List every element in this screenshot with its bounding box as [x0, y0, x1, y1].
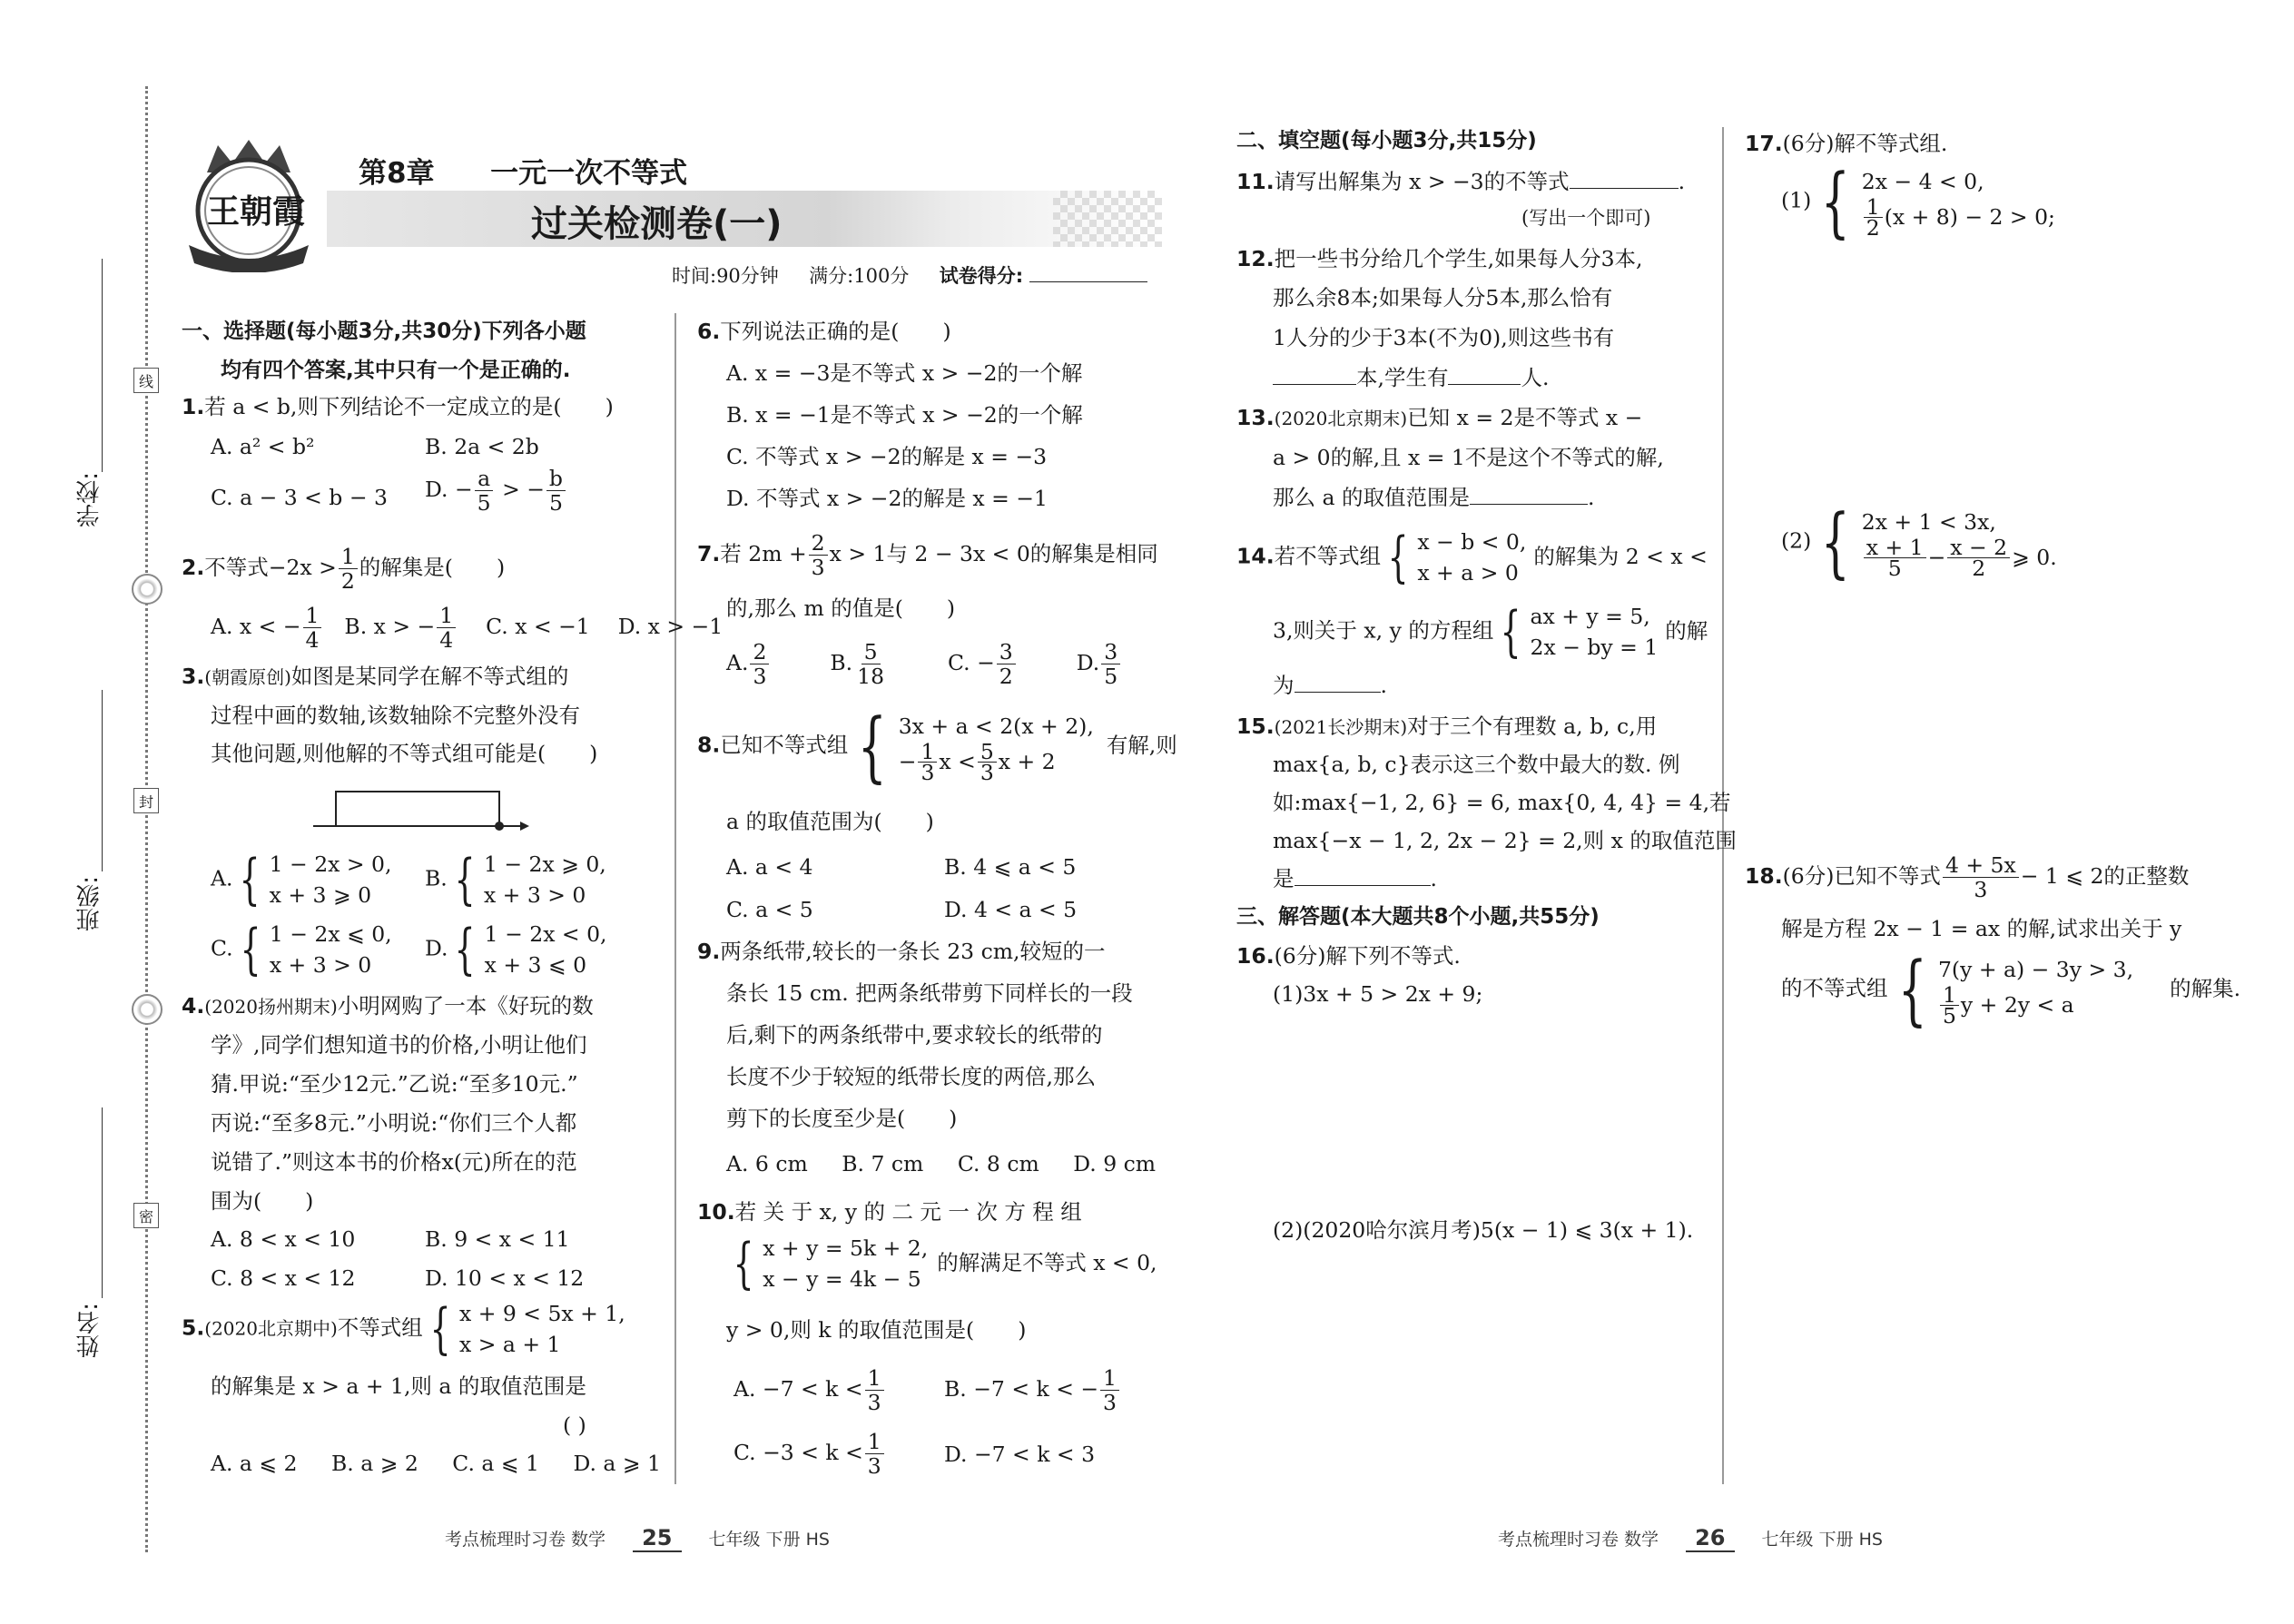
q2-option-b[interactable]: B. x > − $\frac{1}{4}$: [344, 614, 458, 639]
q5-option-a[interactable]: A. a ⩽ 2: [211, 1451, 298, 1476]
q17-answer-space-2[interactable]: [1781, 617, 2235, 835]
score-label: 试卷得分:: [939, 265, 1024, 287]
q7-option-c[interactable]: C. − $\frac{3}{2}$: [948, 650, 1018, 675]
q5-options: [211, 1445, 661, 1481]
q12-blank-books[interactable]: [1273, 363, 1356, 386]
q14-line3: 为 .: [1273, 667, 1387, 704]
q11-blank[interactable]: [1570, 167, 1679, 190]
footer-right-text: 考点梳理时习卷 数学: [1498, 1530, 1659, 1550]
q3-option-d[interactable]: D. { 1 − 2x < 0, x + 3 ⩽ 0: [425, 918, 607, 981]
q10-option-c[interactable]: C. −3 < k < $\frac{1}{3}$: [733, 1430, 886, 1478]
school-field[interactable]: [102, 259, 103, 472]
q2-options: [211, 604, 723, 652]
q15-line5: 是 .: [1273, 861, 1437, 897]
q8-stem: 8.已知不等式组 { 3x + a < 2(x + 2), − $\frac{1}{3}$ x < $\frac{5}{3}$ x + 2 有解,则: [697, 702, 1177, 791]
q1-option-b[interactable]: B. 2a < 2b: [425, 434, 539, 459]
q14-line2: 3,则关于 x, y 的方程组 { ax + y = 5, 2x − by = 1 的解: [1273, 600, 1708, 664]
q5-option-c[interactable]: C. a ⩽ 1: [452, 1451, 539, 1476]
q2-option-d[interactable]: D. x > −1: [617, 614, 724, 639]
class-field[interactable]: [102, 690, 103, 871]
q6-option-a[interactable]: A. x = −3是不等式 x > −2的一个解: [726, 360, 1083, 386]
section2-heading: 二、填空题(每小题3分,共15分): [1236, 129, 1537, 153]
q2-option-a[interactable]: A. x < − $\frac{1}{4}$: [211, 614, 323, 639]
q4-option-b[interactable]: B. 9 < x < 11: [425, 1226, 570, 1252]
q10-line1: 10.若 关 于 x, y 的 二 元 一 次 方 程 组: [697, 1199, 1082, 1225]
q3-line2: 过程中画的数轴,该数轴除不完整外没有: [211, 703, 580, 728]
q8-option-d[interactable]: D. 4 < a < 5: [944, 897, 1078, 922]
q4-option-c[interactable]: C. 8 < x < 12: [211, 1265, 356, 1291]
q5-line2: 的解集是 x > a + 1,则 a 的取值范围是: [211, 1373, 586, 1399]
binding-ornament-2: [132, 994, 162, 1025]
q2-option-c[interactable]: C. x < −1: [486, 614, 590, 639]
q3-line3: 其他问题,则他解的不等式组可能是( ): [211, 741, 598, 766]
score-input[interactable]: [1029, 262, 1147, 282]
q15-line3: 如:max{−1, 2, 6} = 6, max{0, 4, 4} = 4,若: [1273, 790, 1731, 815]
q1-stem: 1.若 a < b,则下列结论不一定成立的是( ): [182, 394, 614, 419]
q12-blank-students[interactable]: [1448, 363, 1521, 386]
q16-part2: (2)(2020哈尔滨月考)5(x − 1) ⩽ 3(x + 1).: [1273, 1217, 1694, 1243]
q16-part1: (1)3x + 5 > 2x + 9;: [1273, 981, 1483, 1007]
q7-stem: 7.若 2m + $\frac{2}{3}$ x > 1与 2 − 3x < 0的解集是相同: [697, 530, 1158, 580]
q9-line1: 9.两条纸带,较长的一条长 23 cm,较短的一: [697, 939, 1106, 964]
q3-number-line: [313, 781, 531, 839]
chapter-number: 第8章: [359, 157, 435, 190]
footer-right-page: 26: [1686, 1525, 1734, 1552]
q1-option-c[interactable]: C. a − 3 < b − 3: [211, 485, 388, 510]
q8-option-c[interactable]: C. a < 5: [726, 897, 813, 922]
seal-mark-secret: 密: [133, 1203, 159, 1228]
seal-mark-seal: 封: [133, 788, 159, 813]
q10-line3: y > 0,则 k 的取值范围是( ): [726, 1317, 1027, 1343]
q15-line4: max{−x − 1, 2, 2x − 2} = 2,则 x 的取值范围: [1273, 828, 1737, 853]
column-divider-1: [674, 313, 676, 1484]
q17-part1: (1) { 2x − 4 < 0, $\frac{1}{2}$ (x + 8) − 2 > 0;: [1781, 157, 2055, 246]
q14-blank[interactable]: [1295, 671, 1381, 694]
q9-line2: 条长 15 cm. 把两条纸带剪下同样长的一段: [726, 980, 1133, 1006]
q5-option-b[interactable]: B. a ⩾ 2: [331, 1451, 418, 1476]
q9-option-c[interactable]: C. 8 cm: [957, 1151, 1039, 1176]
section1-heading-line1: 一、选择题(每小题3分,共30分)下列各小题: [182, 320, 586, 343]
q4-line2: 学》,同学们想知道书的价格,小明让他们: [211, 1032, 587, 1058]
q10-option-d[interactable]: D. −7 < k < 3: [944, 1442, 1096, 1467]
q16-stem: 16.(6分)解下列不等式.: [1236, 943, 1461, 969]
q6-stem: 6.下列说法正确的是( ): [697, 319, 951, 344]
q16-answer-space-2[interactable]: [1273, 1253, 1699, 1471]
q17-answer-space-1[interactable]: [1781, 272, 2235, 481]
seal-mark-line: 线: [133, 368, 159, 393]
footer-left-text: 考点梳理时习卷 数学: [445, 1530, 606, 1550]
q1-option-a[interactable]: A. a² < b²: [211, 434, 315, 459]
q5-answer-paren[interactable]: ( ): [563, 1412, 586, 1438]
number-line-figure: [313, 781, 531, 835]
q6-option-b[interactable]: B. x = −1是不等式 x > −2的一个解: [726, 402, 1083, 428]
q7-option-b[interactable]: B. $\frac{5}{18}$: [830, 639, 885, 689]
q11-stem: 11.请写出解集为 x > −3的不等式 .: [1236, 163, 1685, 200]
q18-line1: 18.(6分)已知不等式 $\frac{4 + 5x}{3}$ − 1 ⩽ 2的正整数: [1745, 852, 2190, 902]
section3-heading: 三、解答题(本大题共8个小题,共55分): [1236, 905, 1600, 929]
q5-option-d[interactable]: D. a ⩾ 1: [573, 1451, 662, 1476]
name-field[interactable]: [102, 1107, 103, 1298]
q18-line2: 解是方程 2x − 1 = ax 的解,试求出关于 y: [1781, 916, 2182, 941]
q12-line3: 1人分的少于3本(不为0),则这些书有: [1273, 325, 1615, 350]
q3-option-c[interactable]: C. { 1 − 2x ⩽ 0, x + 3 > 0: [211, 918, 392, 981]
binding-ornament-1: [132, 574, 162, 605]
q10-option-a[interactable]: A. −7 < k < $\frac{1}{3}$: [733, 1366, 886, 1414]
q1-option-d[interactable]: D. − $\frac{a}{5}$ > − $\frac{b}{5}$: [425, 467, 567, 515]
q3-option-a[interactable]: A. { 1 − 2x > 0, x + 3 ⩾ 0: [211, 848, 392, 911]
q7-option-a[interactable]: A. $\frac{2}{3}$: [726, 650, 771, 675]
full-score: 满分:100分: [809, 265, 910, 287]
footer-left-page: 25: [633, 1525, 681, 1552]
q13-blank[interactable]: [1470, 483, 1588, 506]
q11-note: (写出一个即可): [1521, 207, 1651, 229]
q18-line3: 的不等式组 { 7(y + a) − 3y > 3, $\frac{1}{5}$ y + 2y < a 的解集.: [1781, 945, 2241, 1034]
q9-option-a[interactable]: A. 6 cm: [726, 1151, 808, 1176]
q14-line1: 14.若不等式组 { x − b < 0, x + a > 0 的解集为 2 < x <: [1236, 526, 1708, 589]
q13-line1: 13.(2020北京期末)已知 x = 2是不等式 x −: [1236, 405, 1643, 430]
q12-line4: 本,学生有 人.: [1273, 359, 1549, 396]
q9-line5: 剪下的长度至少是( ): [726, 1106, 958, 1131]
q13-line3: 那么 a 的取值范围是 .: [1273, 479, 1594, 516]
page-title: 过关检测卷(一): [531, 203, 783, 245]
q8-option-b[interactable]: B. 4 ⩽ a < 5: [944, 854, 1077, 880]
banner-checker: [1053, 191, 1162, 247]
q15-line2: max{a, b, c}表示这三个数中最大的数. 例: [1273, 752, 1680, 777]
q4-line1: 4.(2020扬州期末)小明网购了一本《好玩的数: [182, 993, 594, 1019]
q4-option-a[interactable]: A. 8 < x < 10: [211, 1226, 356, 1252]
q16-answer-space-1[interactable]: [1273, 1017, 1699, 1198]
q18-answer-space[interactable]: [1781, 1053, 2235, 1471]
q9-line3: 后,剩下的两条纸带中,要求较长的纸带的: [726, 1022, 1103, 1048]
footer-right-tail: 七年级 下册 HS: [1761, 1530, 1883, 1550]
brand-name: 王朝霞: [207, 192, 306, 231]
q13-line2: a > 0的解,且 x = 1不是这个不等式的解,: [1273, 445, 1664, 470]
school-label: 学校:: [76, 472, 103, 527]
q9-line4: 长度不少于较短的纸带长度的两倍,那么: [726, 1064, 1096, 1089]
brand-logo: [171, 136, 327, 272]
q17-part2: (2) { 2x + 1 < 3x, $\frac{x + 1}{5}$ − $\frac{x - 2}{2}$ ⩾ 0.: [1781, 497, 2057, 586]
q4-line6: 围为( ): [211, 1188, 314, 1214]
chapter-label: [359, 150, 687, 191]
footer-left-tail: 七年级 下册 HS: [708, 1530, 830, 1550]
q4-line4: 丙说:“至多8元.”小明说:“你们三个人都: [211, 1110, 577, 1136]
q10-option-b[interactable]: B. −7 < k < − $\frac{1}{3}$: [944, 1366, 1121, 1414]
q7-line2: 的,那么 m 的值是( ): [726, 595, 956, 621]
q5-stem: 5.(2020北京期中)不等式组 { x + 9 < 5x + 1, x > a + 1: [182, 1297, 625, 1361]
section1-heading-line2: 均有四个答案,其中只有一个是正确的.: [221, 359, 571, 382]
q9-option-d[interactable]: D. 9 cm: [1073, 1151, 1157, 1176]
q15-line1: 15.(2021长沙期末)对于三个有理数 a, b, c,用: [1236, 714, 1658, 739]
class-label: 班级:: [76, 876, 103, 931]
q8-line2: a 的取值范围为( ): [726, 809, 934, 834]
q9-option-b[interactable]: B. 7 cm: [842, 1151, 924, 1176]
q8-option-a[interactable]: A. a < 4: [726, 854, 813, 880]
binding-dotted-line: [145, 86, 148, 1552]
q6-option-d[interactable]: D. 不等式 x > −2的解是 x = −1: [726, 486, 1048, 511]
chapter-title: 一元一次不等式: [490, 157, 688, 190]
q2-stem: 2.不等式−2x > $\frac{1}{2}$ 的解集是( ): [182, 544, 506, 594]
q7-options: [726, 640, 1122, 688]
name-label: 姓名:: [76, 1303, 103, 1358]
q17-stem: 17.(6分)解不等式组.: [1745, 131, 1948, 156]
q4-option-d[interactable]: D. 10 < x < 12: [425, 1265, 585, 1291]
q9-options: [726, 1146, 1156, 1182]
exam-meta: [672, 261, 1147, 289]
q3-option-b[interactable]: B. { 1 − 2x ⩾ 0, x + 3 > 0: [425, 848, 606, 911]
footer-right: [1498, 1525, 1883, 1552]
q4-line5: 说错了.”则这本书的价格x(元)所在的范: [211, 1149, 577, 1175]
footer-left: [445, 1525, 830, 1552]
q4-line3: 猜.甲说:“至少12元.”乙说:“至多10元.”: [211, 1071, 578, 1097]
q3-line1: 3.(朝霞原创)如图是某同学在解不等式组的: [182, 664, 569, 689]
q12-line1: 12.把一些书分给几个学生,如果每人分3本,: [1236, 246, 1643, 271]
q12-line2: 那么余8本;如果每人分5本,那么恰有: [1273, 285, 1613, 310]
q7-option-d[interactable]: D. $\frac{3}{5}$: [1077, 650, 1122, 675]
time-limit: 时间:90分钟: [672, 265, 779, 287]
q15-blank[interactable]: [1295, 864, 1431, 887]
q10-line2: { x + y = 5k + 2, x − y = 4k − 5 的解满足不等式 x < 0,: [733, 1232, 1157, 1295]
q6-option-c[interactable]: C. 不等式 x > −2的解是 x = −3: [726, 444, 1048, 469]
